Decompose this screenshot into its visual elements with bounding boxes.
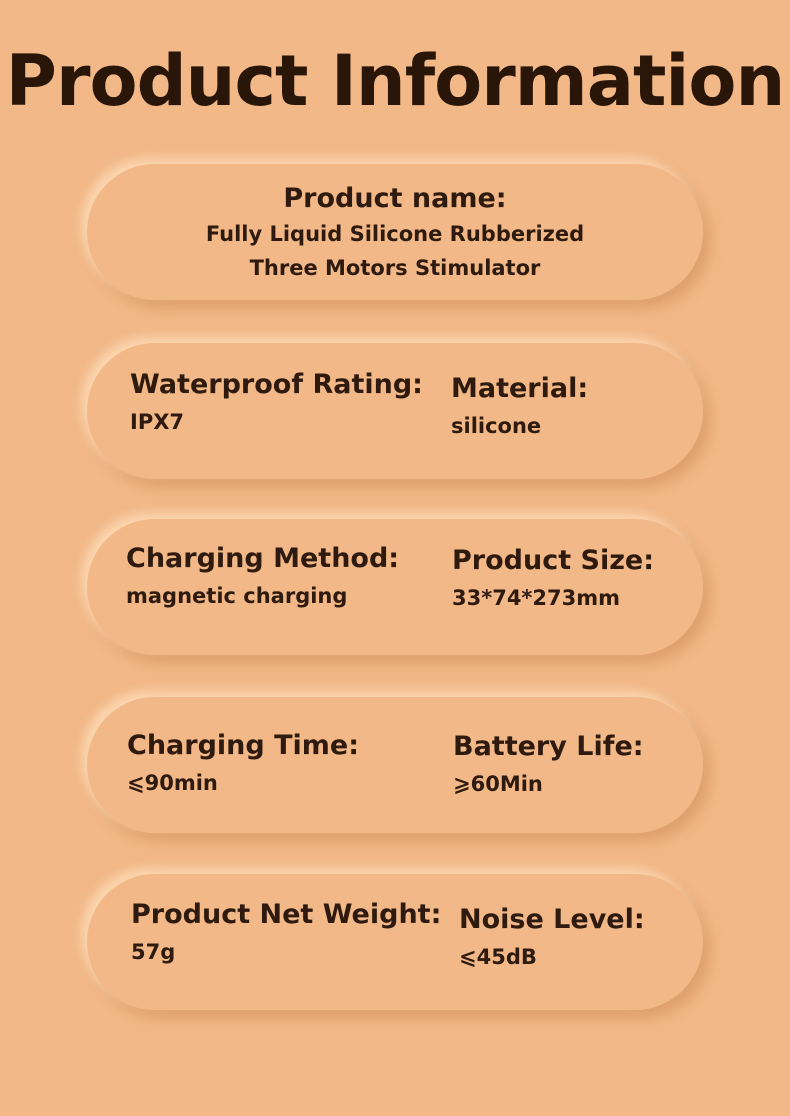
- charging-time-field: [127, 726, 359, 800]
- product-size-label: Product Size:: [452, 545, 655, 576]
- material-label: Material:: [451, 373, 589, 404]
- charging-method-label: Charging Method:: [126, 543, 400, 574]
- charging-method-field: [126, 539, 399, 613]
- spec-card-charging-size: [87, 519, 703, 655]
- battery-life-label: Battery Life:: [453, 731, 644, 762]
- waterproof-rating-label: Waterproof Rating:: [130, 369, 423, 400]
- product-name-label: Product name:: [283, 183, 507, 214]
- product-size-field: [452, 541, 654, 615]
- waterproof-rating-field: [130, 365, 423, 439]
- spec-card-waterproof-material: [87, 343, 703, 479]
- product-name-value-line2: Three Motors Stimulator: [249, 256, 541, 280]
- product-name-value-line1: Fully Liquid Silicone Rubberized: [205, 222, 585, 246]
- noise-level-label: Noise Level:: [459, 904, 645, 935]
- charging-time-value: ⩽90min: [127, 771, 218, 795]
- battery-life-field: [453, 727, 644, 801]
- material-value: silicone: [451, 414, 542, 438]
- noise-level-value: ⩽45dB: [459, 945, 537, 969]
- spec-card-time-battery: [87, 697, 703, 833]
- spec-card-weight-noise: [87, 874, 703, 1010]
- material-field: [451, 369, 588, 443]
- net-weight-label: Product Net Weight:: [131, 899, 442, 930]
- product-name-card: [87, 164, 703, 300]
- battery-life-value: ⩾60Min: [453, 772, 543, 796]
- charging-time-label: Charging Time:: [127, 730, 360, 761]
- product-name-block: [87, 182, 703, 286]
- net-weight-field: [131, 895, 441, 969]
- waterproof-rating-value: IPX7: [130, 410, 185, 434]
- noise-level-field: [459, 900, 645, 974]
- charging-method-value: magnetic charging: [126, 584, 348, 608]
- product-size-value: 33*74*273mm: [452, 586, 621, 610]
- net-weight-value: 57g: [131, 940, 176, 964]
- page-title: Product Information: [5, 40, 785, 122]
